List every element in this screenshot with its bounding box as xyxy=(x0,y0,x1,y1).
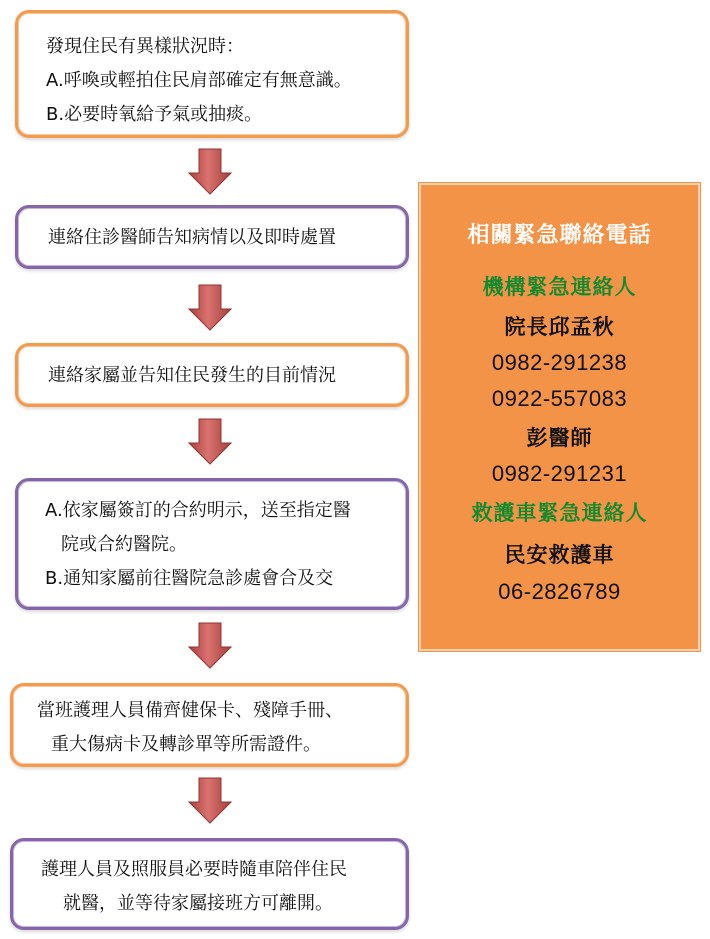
step-2-line-1: 連絡住診醫師告知病情以及即時處置 xyxy=(48,227,336,248)
step-5-line-2: 重大傷病卡及轉診單等所需證件。 xyxy=(51,734,321,755)
org-contact-heading: 機構緊急連絡人 xyxy=(482,275,637,299)
flow-step-4 xyxy=(15,478,409,610)
down-arrow-icon xyxy=(188,622,232,670)
step-1-line-2: A.呼喚或輕拍住民肩部確定有無意識。 xyxy=(46,70,352,91)
step-6-line-2: 就醫，並等待家屬接班方可離開。 xyxy=(63,893,333,914)
down-arrow-icon xyxy=(188,284,232,332)
down-arrow-icon xyxy=(188,777,232,825)
director-phone-2: 0922-557083 xyxy=(491,386,628,411)
ambulance-name: 民安救護車 xyxy=(504,543,615,567)
flow-step-6 xyxy=(10,838,409,930)
down-arrow-icon xyxy=(188,418,232,466)
step-4-line-2: 院或合約醫院。 xyxy=(61,534,187,555)
doctor-phone: 0982-291231 xyxy=(491,461,628,486)
director-name: 院長邱孟秋 xyxy=(504,315,615,339)
contact-title: 相關緊急聯絡電話 xyxy=(467,223,652,248)
ambulance-phone: 06-2826789 xyxy=(498,579,621,604)
flow-step-5 xyxy=(10,683,409,767)
step-1-line-3: B.必要時氧給予氣或抽痰。 xyxy=(46,104,263,125)
step-4-line-1: A.依家屬簽訂的合約明示，送至指定醫 xyxy=(45,500,351,521)
flow-step-3 xyxy=(15,343,409,407)
step-5-line-1: 當班護理人員備齊健保卡、殘障手冊、 xyxy=(37,700,343,721)
emergency-contact-panel xyxy=(419,183,700,651)
step-1-line-1: 發現住民有異樣狀況時： xyxy=(46,36,244,57)
step-4-line-3: B.通知家屬前往醫院急診處會合及交 xyxy=(45,568,334,589)
flow-step-1 xyxy=(15,10,409,138)
down-arrow-icon xyxy=(188,148,232,196)
flow-step-2 xyxy=(15,205,409,269)
doctor-name: 彭醫師 xyxy=(526,426,593,450)
step-6-line-1: 護理人員及照服員必要時隨車陪伴住民 xyxy=(41,859,347,880)
ambulance-contact-heading: 救護車緊急連絡人 xyxy=(471,501,648,525)
step-3-line-1: 連絡家屬並告知住民發生的目前情況 xyxy=(48,365,336,386)
director-phone-1: 0982-291238 xyxy=(491,350,628,375)
